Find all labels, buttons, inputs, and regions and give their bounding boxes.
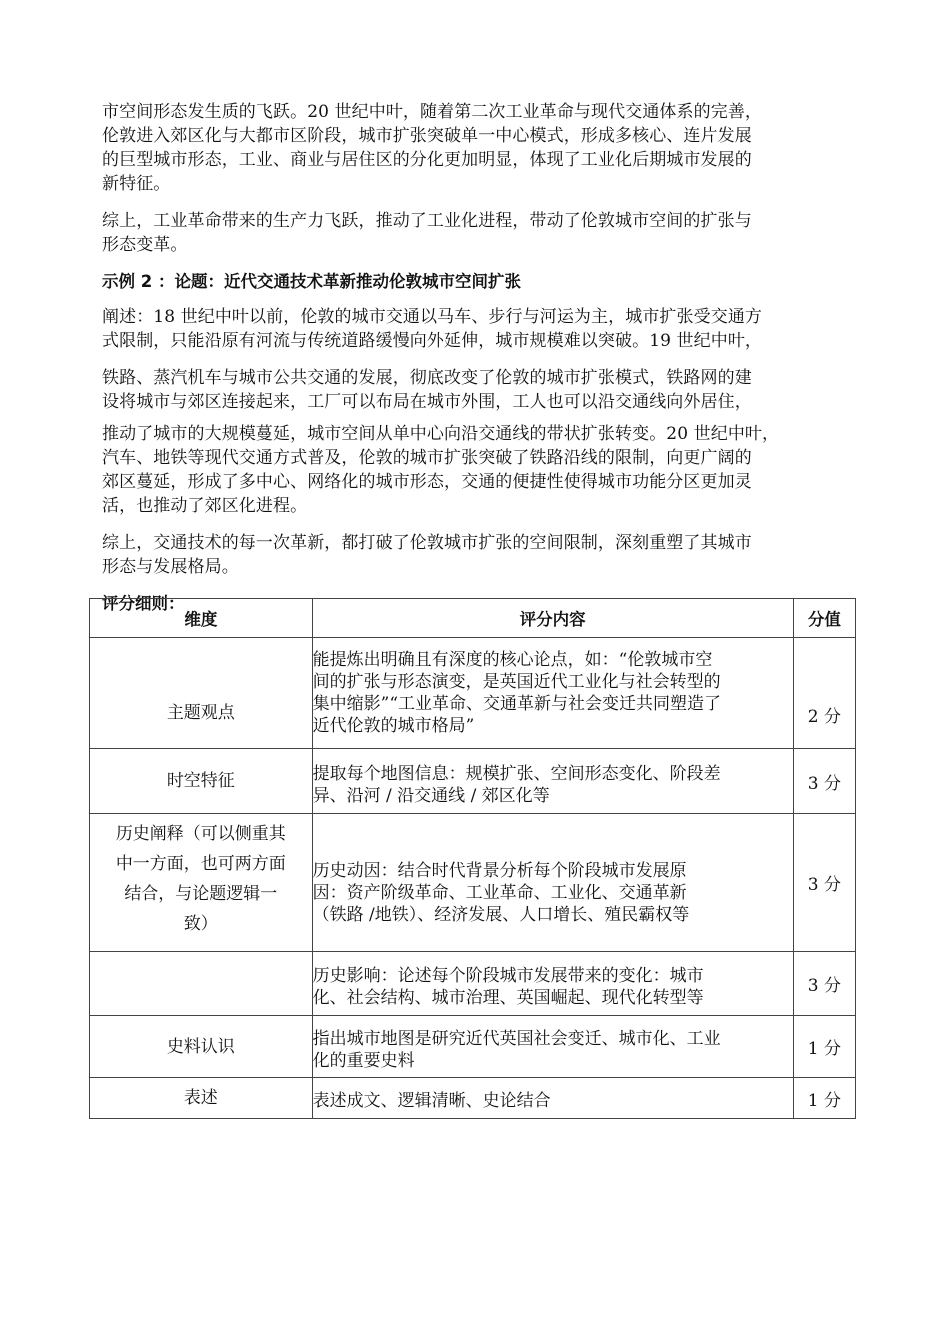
text-line: 活，也推动了郊区化进程。 xyxy=(102,496,308,516)
text-line: 市空间形态发生质的飞跃。20 世纪中叶，随着第二次工业革命与现代交通体系的完善， xyxy=(102,102,763,122)
content-line: （铁路 /地铁）、经济发展、人口增长、殖民霸权等 xyxy=(312,904,690,925)
content-line: 异、沿河 / 沿交通线 / 郊区化等 xyxy=(312,786,550,806)
dimension-label: 历史阐释（可以侧重其 xyxy=(115,824,286,844)
text-line: 形态与发展格局。 xyxy=(102,557,239,577)
content-cell xyxy=(312,749,793,814)
score-cell: 3 分 xyxy=(793,749,855,814)
header-score: 分值 xyxy=(793,599,855,638)
paragraph-summary-2 xyxy=(102,531,842,579)
rubric-table xyxy=(89,598,856,1119)
content-cell xyxy=(312,1016,793,1078)
content-cell xyxy=(312,952,793,1016)
table-row xyxy=(90,952,856,1016)
content-line: 化、社会结构、城市治理、英国崛起、现代化转型等 xyxy=(312,988,704,1008)
dimension-label: 史料认识 xyxy=(166,1036,235,1057)
header-content: 评分内容 xyxy=(312,599,793,638)
content-cell xyxy=(312,1078,793,1119)
score-cell: 1 分 xyxy=(793,1078,855,1119)
score-cell: 2 分 xyxy=(793,638,855,749)
text-line: 综上，交通技术的每一次革新，都打破了伦敦城市扩张的空间限制，深刻重塑了其城市 xyxy=(102,533,752,553)
paragraph-expansion xyxy=(102,422,842,518)
content-line: 近代伦敦的城市格局” xyxy=(312,716,475,736)
content-line: 历史动因：结合时代背景分析每个阶段城市发展原 xyxy=(312,860,687,881)
dimension-cell xyxy=(90,638,313,749)
content-cell xyxy=(312,638,793,749)
content-line: 集中缩影”“工业革命、交通革新与社会变迁共同塑造了 xyxy=(312,694,722,714)
dimension-label: 结合，与论题逻辑一 xyxy=(124,884,278,904)
dimension-label: 表述 xyxy=(183,1088,218,1108)
table-row xyxy=(90,1016,856,1078)
table-row xyxy=(90,1078,856,1119)
content-line: 提取每个地图信息：规模扩张、空间形态变化、阶段差 xyxy=(312,764,721,784)
text-line: 综上，工业革命带来的生产力飞跃，推动了工业化进程，带动了伦敦城市空间的扩张与 xyxy=(102,211,752,231)
content-line: 因：资产阶级革命、工业革命、工业化、交通革新 xyxy=(312,882,687,903)
document-body xyxy=(102,100,842,627)
rubric-heading: 评分细则： xyxy=(102,594,185,613)
text-line: 伦敦进入郊区化与大都市区阶段，城市扩张突破单一中心模式，形成多核心、连片发展 xyxy=(102,126,752,146)
content-line: 历史影响：论述每个阶段城市发展带来的变化：城市 xyxy=(312,966,704,986)
paragraph-elaboration-start xyxy=(102,305,842,353)
table-header-row xyxy=(90,599,856,638)
text-line: 式限制，只能沿原有河流与传统道路缓慢向外延伸，城市规模难以突破。19 世纪中叶， xyxy=(102,331,763,351)
text-line: 的巨型城市形态，工业、商业与居住区的分化更加明显，体现了工业化后期城市发展的 xyxy=(102,150,752,170)
dimension-cell xyxy=(90,814,313,952)
dimension-label: 致） xyxy=(183,914,218,934)
score-cell: 3 分 xyxy=(793,952,855,1016)
dimension-label: 中一方面，也可两方面 xyxy=(115,854,286,874)
text-line: 新特征。 xyxy=(102,174,171,194)
text-line: 汽车、地铁等现代交通方式普及，伦敦的城市扩张突破了铁路沿线的限制，向更广阔的 xyxy=(102,448,752,468)
example-2-heading: 示例 2 ：论题：近代交通技术革新推动伦敦城市空间扩张 xyxy=(102,272,521,291)
text-line: 铁路、蒸汽机车与城市公共交通的发展，彻底改变了伦敦的城市扩张模式，铁路网的建 xyxy=(102,368,752,388)
content-line: 表述成文、逻辑清晰、史论结合 xyxy=(312,1091,551,1111)
text-line: 郊区蔓延，形成了多中心、网络化的城市形态，交通的便捷性使得城市功能分区更加灵 xyxy=(102,472,752,492)
content-line: 指出城市地图是研究近代英国社会变迁、城市化、工业 xyxy=(312,1028,721,1049)
content-cell xyxy=(312,814,793,952)
table-row xyxy=(90,638,856,749)
paragraph-london-suburbanization xyxy=(102,100,842,196)
text-line: 形态变革。 xyxy=(102,235,188,255)
paragraph-railway xyxy=(102,366,842,414)
header-dimension: 维度 xyxy=(90,599,313,638)
text-line: 阐述：18 世纪中叶以前，伦敦的城市交通以马车、步行与河运为主，城市扩张受交通方 xyxy=(102,307,763,327)
dimension-cell xyxy=(90,749,313,814)
table-row xyxy=(90,749,856,814)
score-cell: 1 分 xyxy=(793,1016,855,1078)
table-row xyxy=(90,814,856,952)
paragraph-summary-1 xyxy=(102,209,842,257)
dimension-cell xyxy=(90,1016,313,1078)
score-cell: 3 分 xyxy=(793,814,855,952)
content-line: 间的扩张与形态演变，是英国近代工业化与社会转型的 xyxy=(312,672,721,692)
content-line: 能提炼出明确且有深度的核心论点，如：“伦敦城市空 xyxy=(312,650,713,670)
dimension-cell xyxy=(90,1078,313,1119)
dimension-label: 时空特征 xyxy=(166,771,235,791)
text-line: 设将城市与郊区连接起来，工厂可以布局在城市外围，工人也可以沿交通线向外居住， xyxy=(102,392,752,412)
dimension-label: 主题观点 xyxy=(166,703,235,723)
text-line: 推动了城市的大规模蔓延，城市空间从单中心向沿交通线的带状扩张转变。20 世纪中叶， xyxy=(102,424,780,444)
dimension-cell xyxy=(90,952,313,1016)
content-line: 化的重要史料 xyxy=(312,1050,415,1071)
